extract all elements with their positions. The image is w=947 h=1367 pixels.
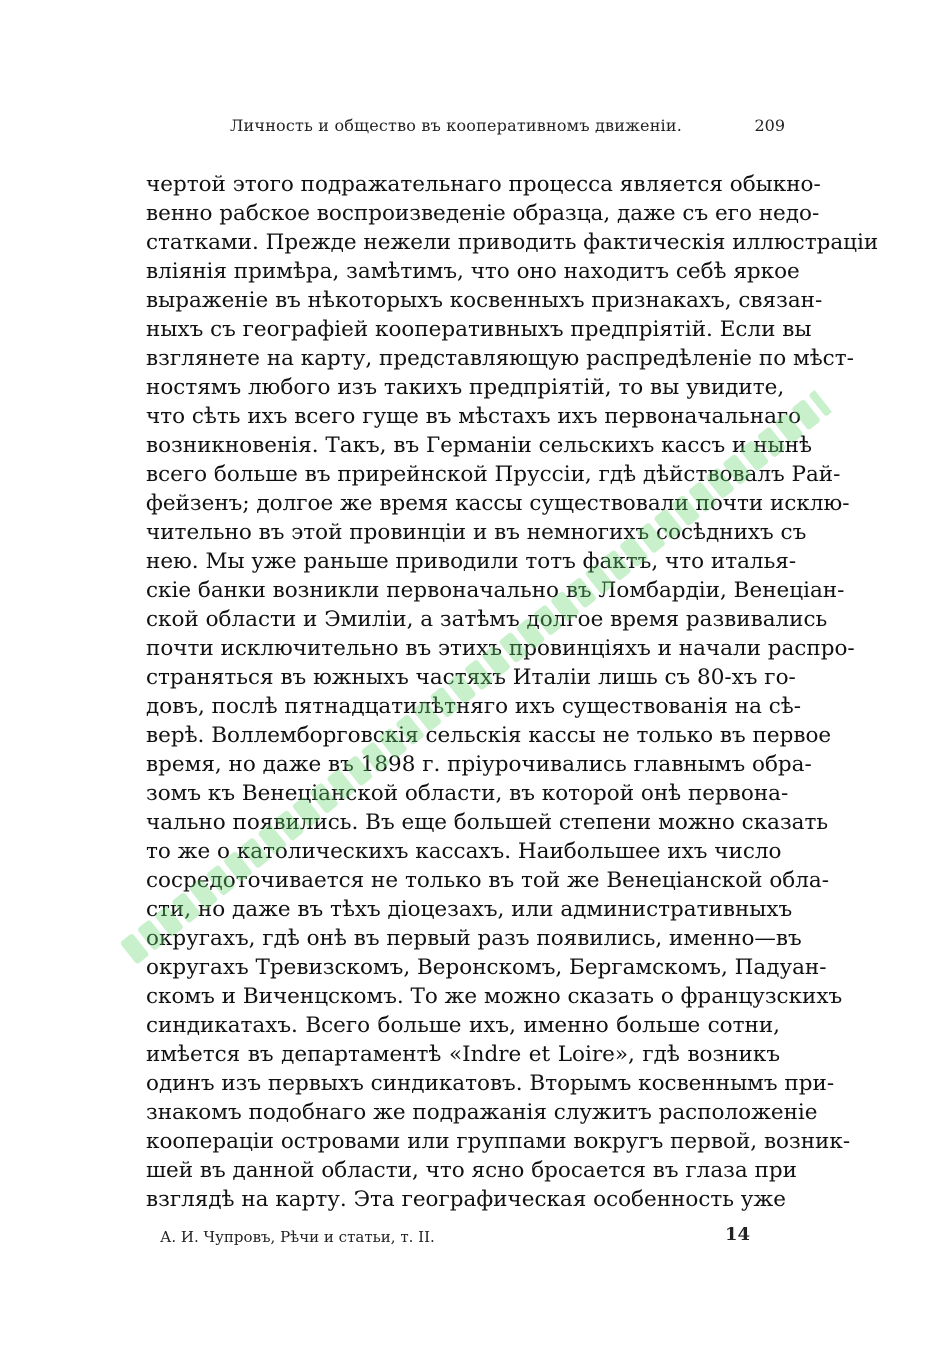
text-line: взглянете на карту, представляющую распредѣленіе по мѣст- — [146, 346, 854, 371]
running-title: Личность и общество въ кооперативномъ движеніи. — [230, 116, 683, 135]
text-line: венно рабское воспроизведеніе образца, даже съ его недо- — [146, 201, 820, 226]
text-line: зомъ къ Венеціанской области, въ которой онѣ первона- — [146, 781, 789, 806]
text-line: шей въ данной области, что ясно бросается въ глаза при — [146, 1158, 797, 1183]
text-line: скомъ и Виченцскомъ. То же можно сказать о французскихъ — [146, 984, 843, 1009]
text-line: имѣется въ департаментѣ «Indre et Loire», гдѣ возникъ — [146, 1042, 780, 1067]
text-line: сти, но даже въ тѣхъ діоцезахъ, или административныхъ — [146, 897, 793, 922]
page-number: 209 — [754, 116, 785, 135]
text-line: довъ, послѣ пятнадцатилѣтняго ихъ существованія на сѣ- — [146, 694, 802, 719]
text-line: верѣ. Воллемборговскія сельскія кассы не только въ первое — [146, 723, 832, 748]
body-text — [146, 170, 879, 1214]
text-line: скіе банки возникли первоначально въ Ломбардіи, Венеціан- — [146, 578, 845, 603]
footer-signature: А. И. Чупровъ, Рѣчи и статьи, т. II. — [160, 1228, 435, 1246]
text-line: взглядѣ на карту. Эта географическая особенность уже — [146, 1187, 786, 1212]
text-line: статками. Прежде нежели приводить фактическія иллюстраціи — [146, 230, 879, 255]
text-line: ской области и Эмиліи, а затѣмъ долгое время развивались — [146, 607, 828, 632]
text-line: нею. Мы уже раньше приводили тотъ фактъ, что италья- — [146, 549, 797, 574]
text-line: знакомъ подобнаго же подражанія служитъ расположеніе — [146, 1100, 818, 1125]
text-line: синдикатахъ. Всего больше ихъ, именно больше сотни, — [146, 1013, 780, 1038]
text-line: всего больше въ прирейнской Пруссіи, гдѣ дѣйствовалъ Рай- — [146, 462, 841, 487]
text-line: чально появились. Въ еще большей степени можно сказать — [146, 810, 829, 835]
text-line: то же о католическихъ кассахъ. Наибольшее ихъ число — [146, 839, 782, 864]
text-line: вліянія примѣра, замѣтимъ, что оно находитъ себѣ яркое — [146, 259, 800, 284]
text-line: коопераціи островами или группами вокругъ первой, возник- — [146, 1129, 851, 1154]
text-line: страняться въ южныхъ частяхъ Италіи лишь съ 80-хъ го- — [146, 665, 796, 690]
text-line: ныхъ съ географіей кооперативныхъ предпріятій. Если вы — [146, 317, 812, 342]
text-line: сосредоточивается не только въ той же Венеціанской обла- — [146, 868, 829, 893]
text-line: что сѣть ихъ всего гуще въ мѣстахъ ихъ первоначальнаго — [146, 404, 802, 429]
text-line: время, но даже въ 1898 г. пріурочивались главнымъ обра- — [146, 752, 812, 777]
text-line: фейзенъ; долгое же время кассы существовали почти исклю- — [146, 491, 850, 516]
sheet-number: 14 — [724, 1224, 750, 1245]
text-line: возникновенія. Такъ, въ Германіи сельскихъ кассъ и нынѣ — [146, 433, 812, 458]
text-line: выраженіе въ нѣкоторыхъ косвенныхъ признакахъ, связан- — [146, 288, 823, 313]
text-line: чертой этого подражательнаго процесса является обыкно- — [146, 172, 821, 197]
text-line: округахъ, гдѣ онѣ въ первый разъ появились, именно—въ — [146, 926, 802, 951]
text-line: одинъ изъ первыхъ синдикатовъ. Вторымъ косвеннымъ при- — [146, 1071, 835, 1096]
text-line: почти исключительно въ этихъ провинціяхъ и начали распро- — [146, 636, 855, 661]
text-line: ностямъ любого изъ такихъ предпріятій, то вы увидите, — [146, 375, 785, 400]
text-line: округахъ Тревизскомъ, Веронскомъ, Бергамскомъ, Падуан- — [146, 955, 827, 980]
text-line: чительно въ этой провинціи и въ немногихъ сосѣднихъ съ — [146, 520, 807, 545]
